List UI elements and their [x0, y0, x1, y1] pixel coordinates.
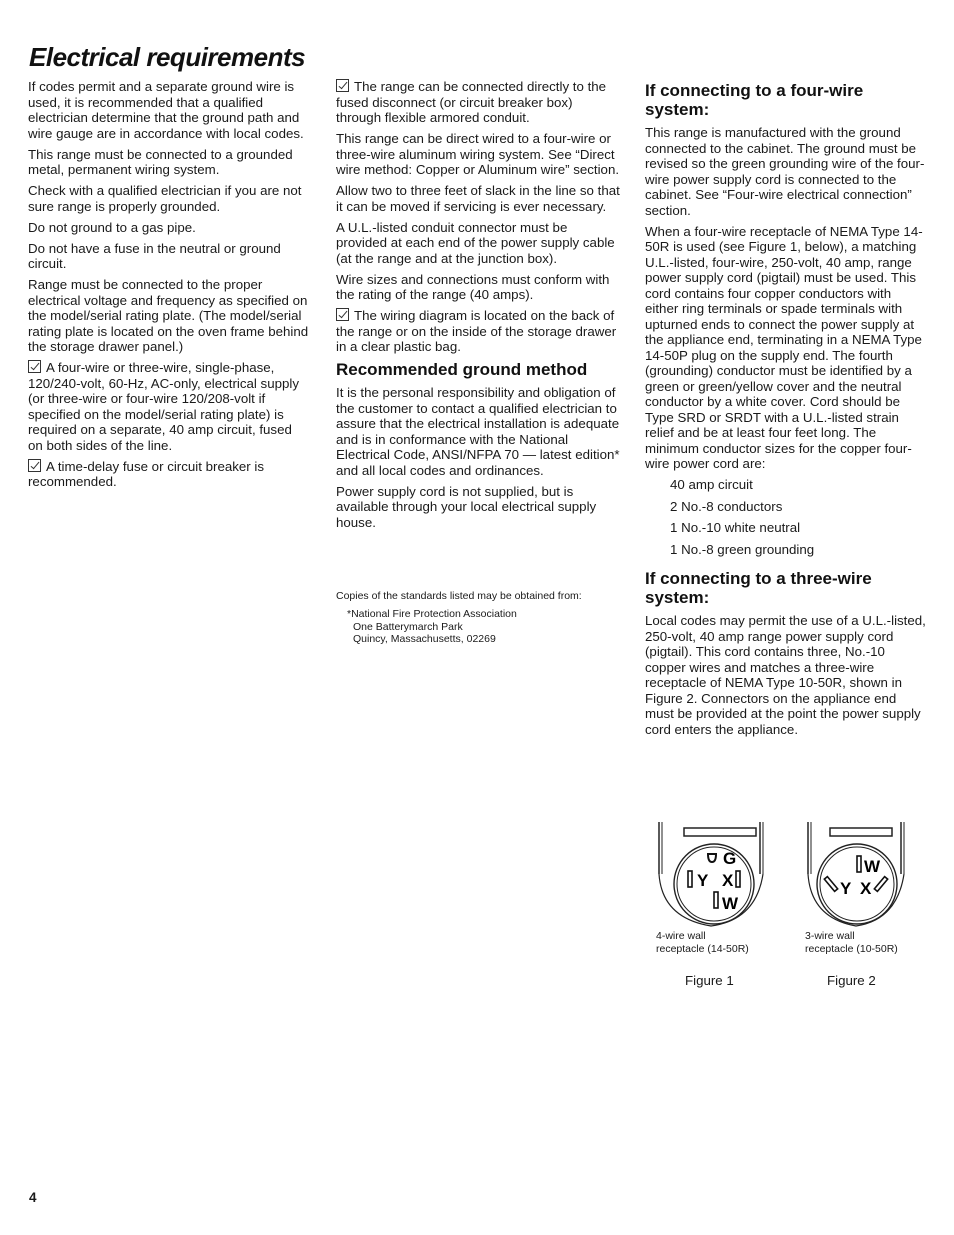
slot-label-x: X	[722, 871, 734, 890]
figure-1-label: Figure 1	[685, 973, 734, 988]
paragraph: Do not have a fuse in the neutral or ground circuit.	[28, 240, 281, 271]
checkbox-icon	[336, 308, 349, 321]
section-heading-ground-method: Recommended ground method	[336, 360, 588, 379]
caption-line: receptacle (14-50R)	[656, 943, 749, 955]
checklist-text: A time-delay fuse or circuit breaker is recommended.	[28, 458, 265, 489]
page-title: Electrical requirements	[29, 42, 306, 72]
receptacle-14-50r-illustration	[656, 822, 766, 928]
paragraph: Range must be connected to the proper electrical voltage and frequency as specified on the model/serial rating plate. (The model/serial rating plate is located on the oven frame behind the storage drawer panel.)	[28, 277, 309, 354]
section-heading-three-wire: If connecting to a three-wire system:	[645, 569, 872, 607]
checklist-item	[28, 459, 310, 490]
caption-line: 4-wire wall	[656, 930, 706, 942]
paragraph: Wire sizes and connections must conform with the rating of the range (40 amps).	[336, 271, 610, 302]
checklist-text: A four-wire or three-wire, single-phase, 120/240-volt, 60-Hz, AC-only, electrical supply (or three-wire or four-wire 120/208-volt if specified on the model/serial rating plate) is required on a separate, 40 amp circuit, fused on both sides of the line.	[28, 360, 299, 453]
checklist-item	[336, 308, 621, 355]
address-line: Quincy, Massachusetts, 02269	[353, 633, 496, 645]
list-item: 1 No.-10 white neutral	[670, 520, 801, 535]
checklist-item	[28, 360, 310, 453]
paragraph: This range can be direct wired to a four-wire or three-wire aluminum wiring system. See “Direct wire method: Copper or Aluminum wire” section.	[336, 131, 620, 177]
paragraph: Local codes may permit the use of a U.L.-listed, 250-volt, 40 amp range power supply cord (pigtail). This cord contains three, No.-10 copper wires and matches a three-wire receptacle of NEMA Type 10-50R, shown in Figure 2. Connectors on the appliance end must be provided at the point the power supply cord enters the appliance.	[645, 613, 926, 737]
paragraph: Check with a qualified electrician if you are not sure range is properly grounded.	[28, 183, 302, 214]
figure-caption	[805, 930, 915, 956]
slot-label-x: X	[860, 879, 872, 898]
paragraph: A U.L.-listed conduit connector must be provided at each end of the power supply cable (at the range and at the junction box).	[336, 219, 615, 266]
paragraph: Do not ground to a gas pipe.	[28, 219, 196, 235]
address-line: *National Fire Protection Association	[347, 608, 517, 620]
paragraph: If codes permit and a separate ground wire is used, it is recommended that a qualified electrician determine that the ground path and wire gauge are in accordance with local codes.	[28, 79, 304, 141]
paragraph: This range is manufactured with the ground connected to the cabinet. The ground must be revised so the green grounding wire of the four-wire power supply cord is connected to the cabinet. See “Four-wire electrical connection” section.	[645, 125, 925, 218]
footnote: Copies of the standards listed may be obtained from:	[336, 590, 582, 602]
caption-line: receptacle (10-50R)	[805, 943, 898, 955]
column-left	[28, 79, 310, 495]
slot-label-g: G	[723, 849, 737, 868]
page-number: 4	[29, 1190, 37, 1205]
figure-3-wire-receptacle	[805, 822, 915, 956]
address-block	[347, 608, 621, 646]
checklist-item	[336, 79, 621, 126]
receptacle-10-50r-illustration	[805, 822, 915, 928]
section-heading-four-wire: If connecting to a four-wire system:	[645, 81, 864, 119]
figure-4-wire-receptacle	[656, 822, 766, 956]
paragraph: It is the personal responsibility and obligation of the customer to contact a qualified electrician to assure that the electrical installation is adequate and is in conformance with the National Electrical Code, ANSI/NFPA 70 — latest edition* and all local codes and ordinances.	[336, 385, 620, 478]
checkbox-icon	[28, 459, 41, 472]
address-line: One Batterymarch Park	[353, 620, 463, 633]
checkbox-icon	[28, 360, 41, 373]
checkbox-icon	[336, 79, 349, 92]
paragraph: Power supply cord is not supplied, but is available through your local electrical supply house.	[336, 483, 597, 530]
figure-caption	[656, 930, 766, 956]
slot-label-w: W	[722, 894, 739, 913]
list-item: 40 amp circuit	[670, 477, 753, 492]
paragraph: This range must be connected to a grounded metal, permanent wiring system.	[28, 146, 293, 177]
checklist-text: The range can be connected directly to the fused disconnect (or circuit breaker box) through flexible armored conduit.	[336, 79, 607, 125]
list-item: 1 No.-8 green grounding	[670, 541, 815, 557]
paragraph: When a four-wire receptacle of NEMA Type 14-50R is used (see Figure 1, below), a matching U.L.-listed, four-wire, 250-volt, 40 amp, range power supply cord (pigtail) must be used. This cord contains four copper conductors with either ring terminals or spade terminals with upturned ends to connect the power supply at the appliance end, terminating in a NEMA Type 14-50P plug on the supply end. The fourth (grounding) conductor must be identified by a green or green/yellow cover and the neutral conductor by a white cover. Cord should be Type SRD or SRDT with a U.L.-listed strain relief and be at least four feet long. The minimum conductor sizes for the copper four-wire power cord are:	[645, 223, 923, 471]
slot-label-y: Y	[697, 871, 709, 890]
slot-label-y: Y	[840, 879, 852, 898]
column-right	[645, 77, 928, 743]
slot-label-w: W	[864, 857, 881, 876]
column-middle	[336, 79, 621, 651]
checklist-text: The wiring diagram is located on the back of the range or on the inside of the storage drawer in a clear plastic bag.	[336, 308, 617, 354]
figure-2-label: Figure 2	[827, 973, 876, 988]
paragraph: Allow two to three feet of slack in the line so that it can be moved if servicing is ever necessary.	[336, 183, 620, 214]
list-item: 2 No.-8 conductors	[670, 498, 783, 514]
caption-line: 3-wire wall	[805, 930, 855, 942]
